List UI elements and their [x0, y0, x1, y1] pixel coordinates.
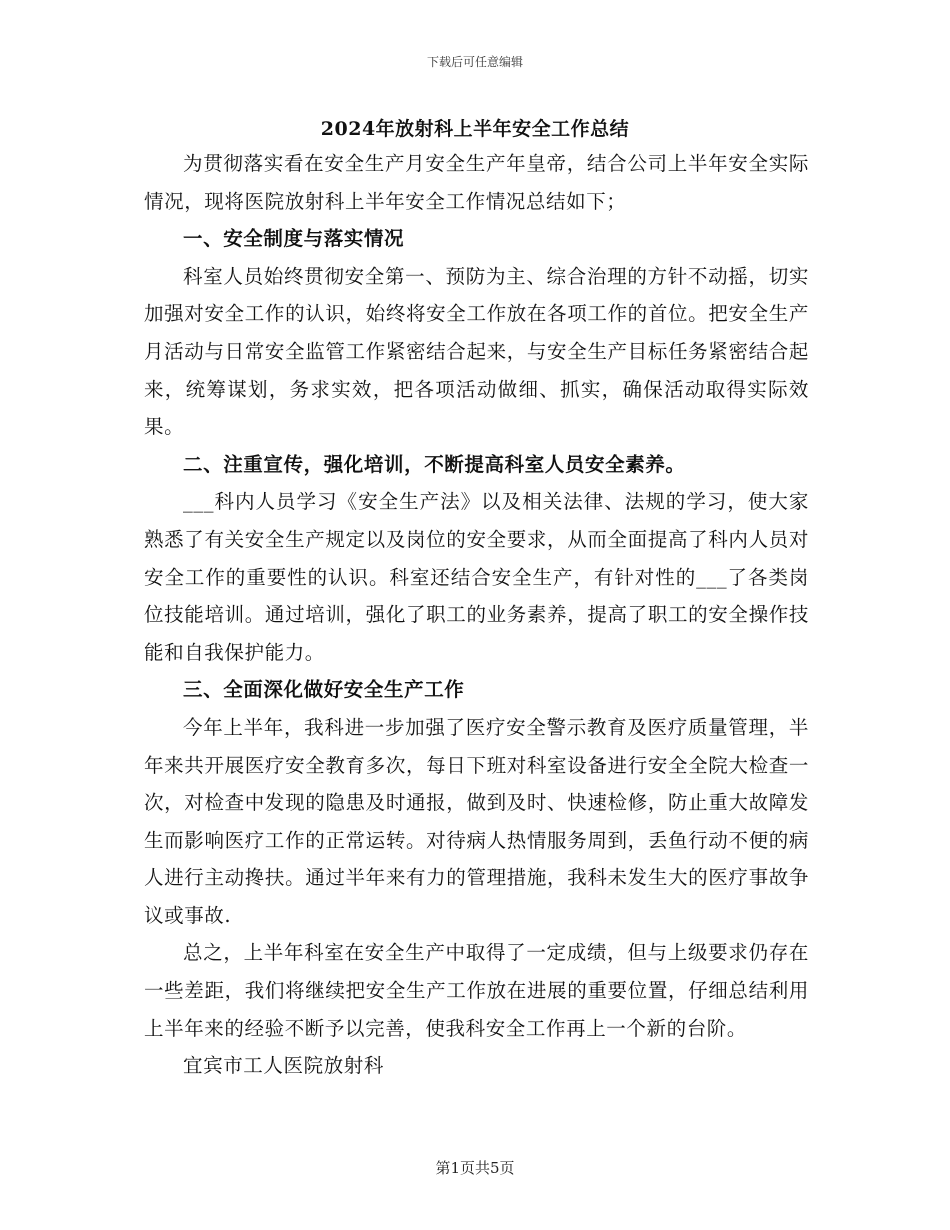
section-heading-2: 二、注重宣传，强化培训，不断提高科室人员安全素养。 [183, 452, 686, 476]
intro-paragraph: 为贯彻落实看在安全生产月安全生产年皇帝，结合公司上半年安全实际情况，现将医院放射科上半年安全工作情况总结如下； [144, 152, 809, 213]
header-note: 下载后可任意编辑 [426, 55, 523, 69]
section-paragraph-1: 科室人员始终贯彻安全第一、预防为主、综合治理的方针不动摇，切实加强对安全工作的认识，始终将安全工作放在各项工作的首位。把安全生产月活动与日常安全监管工作紧密结合起来，与安全生产目标任务紧密结合起来，统筹谋划，务求实效，把各项活动做细、抓实，确保活动取得实际效果。 [144, 264, 809, 439]
section-heading-3: 三、全面深化做好安全生产工作 [183, 678, 465, 702]
document-body [144, 145, 809, 1085]
signature: 宜宾市工人医院放射科 [183, 1054, 385, 1078]
page-footer: 第1页共5页 [435, 1159, 515, 1177]
conclusion-paragraph: 总之，上半年科室在安全生产中取得了一定成绩，但与上级要求仍存在一些差距，我们将继续把安全生产工作放在进展的重要位置，仔细总结利用上半年来的经验不断予以完善，使我科安全工作再上一个新的台阶。 [144, 941, 809, 1040]
section-paragraph-2: ___科内人员学习《安全生产法》以及相关法律、法规的学习，使大家熟悉了有关安全生产规定以及岗位的安全要求，从而全面提高了科内人员对安全工作的重要性的认识。科室还结合安全生产，有针对性的___了各类岗位技能培训。通过培训，强化了职工的业务素养，提高了职工的安全操作技能和自我保护能力。 [144, 490, 809, 664]
page-title: 2024年放射科上半年安全工作总结 [320, 118, 630, 140]
section-paragraph-3: 今年上半年，我科进一步加强了医疗安全警示教育及医疗质量管理，半年来共开展医疗安全教育多次，每日下班对科室设备进行安全全院大检查一次，对检查中发现的隐患及时通报，做到及时、快速检修，防止重大故障发生而影响医疗工作的正常运转。对待病人热情服务周到，丢鱼行动不便的病人进行主动搀扶。通过半年来有力的管理措施，我科未发生大的医疗事故争议或事故. [144, 715, 809, 927]
section-heading-1: 一、安全制度与落实情况 [183, 227, 405, 251]
